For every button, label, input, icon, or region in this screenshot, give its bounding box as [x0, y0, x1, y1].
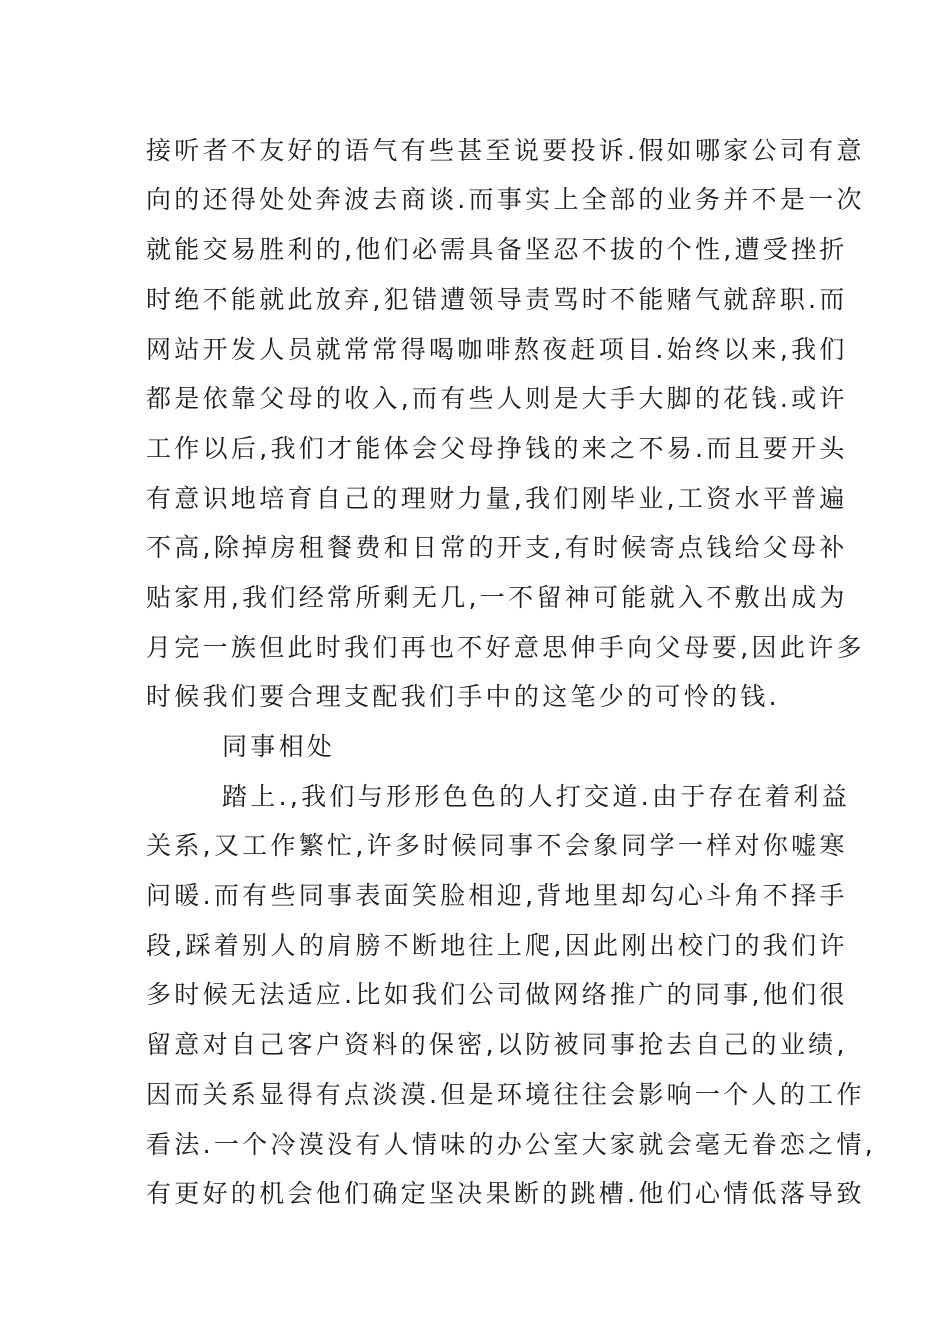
text-line: 向的还得处处奔波去商谈.而事实上全部的业务并不是一次: [146, 185, 865, 214]
text-line: 有更好的机会他们确定坚决果断的跳槽.他们心情低落导致: [146, 1179, 865, 1208]
text-line: 工作以后,我们才能体会父母挣钱的来之不易.而且要开头: [146, 434, 848, 463]
text-line: 问暖.而有些同事表面笑脸相迎,背地里却勾心斗角不择手: [146, 881, 848, 910]
section-heading: 同事相处: [222, 732, 336, 761]
text-line: 有意识地培育自己的理财力量,我们刚毕业,工资水平普遍: [146, 484, 848, 513]
text-line: 多时候无法适应.比如我们公司做网络推广的同事,他们很: [146, 980, 848, 1009]
text-line: 关系,又工作繁忙,许多时候同事不会象同学一样对你嘘寒: [146, 831, 848, 860]
text-line: 月完一族但此时我们再也不好意思伸手向父母要,因此许多: [146, 633, 865, 662]
text-line: 段,踩着别人的肩膀不断地往上爬,因此刚出校门的我们许: [146, 931, 848, 960]
text-line: 看法.一个冷漠没有人情味的办公室大家就会毫无眷恋之情,: [146, 1130, 876, 1159]
text-line: 不高,除掉房租餐费和日常的开支,有时候寄点钱给父母补: [146, 533, 848, 562]
text-line: 时绝不能就此放弃,犯错遭领导责骂时不能赌气就辞职.而: [146, 285, 848, 314]
text-line: 踏上.,我们与形形色色的人打交道.由于存在着利益: [222, 782, 851, 811]
text-line: 网站开发人员就常常得喝咖啡熬夜赶项目.始终以来,我们: [146, 335, 848, 364]
text-line: 留意对自己客户资料的保密,以防被同事抢去自己的业绩,: [146, 1030, 848, 1059]
text-line: 时候我们要合理支配我们手中的这笔少的可怜的钱.: [146, 682, 780, 711]
text-line: 就能交易胜利的,他们必需具备坚忍不拔的个性,遭受挫折: [146, 235, 848, 264]
text-line: 接听者不友好的语气有些甚至说要投诉.假如哪家公司有意: [146, 136, 865, 165]
text-line: 因而关系显得有点淡漠.但是环境往往会影响一个人的工作: [146, 1080, 865, 1109]
text-line: 贴家用,我们经常所剩无几,一不留神可能就入不敷出成为: [146, 583, 848, 612]
text-line: 都是依靠父母的收入,而有些人则是大手大脚的花钱.或许: [146, 384, 848, 413]
